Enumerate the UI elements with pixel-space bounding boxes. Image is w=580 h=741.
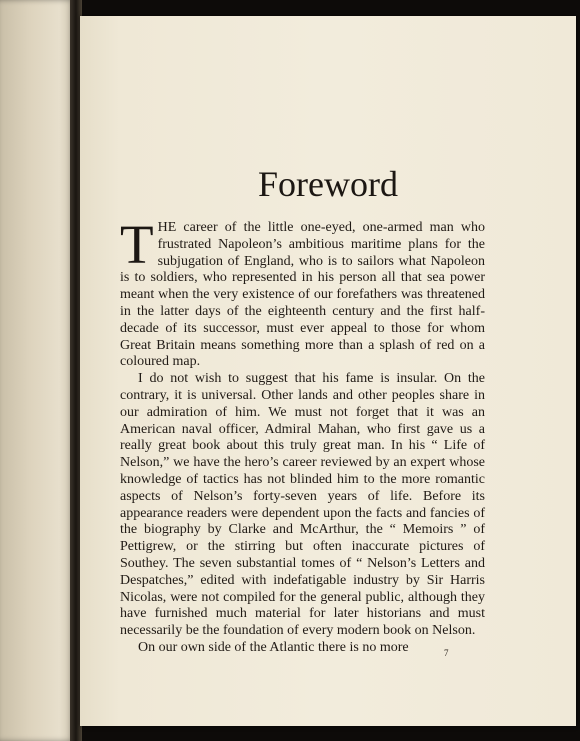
paragraph-1 <box>120 214 485 371</box>
book-page <box>80 16 576 726</box>
page-title: Foreword <box>258 164 398 204</box>
paragraph-2: I do not wish to suggest that his fame is insular. On the contrary, it is universal. Other lands and other peoples share in our admiration of him. We must not forget that it was an American naval officer, Admiral Mahan, who first gave us a really great book about this truly great man. In his “ Life of Nelson,” we have the hero’s career reviewed by an expert whose knowledge of tactics has not blinded him to the more romantic aspects of Nelson’s forty-seven years of life. Before its appearance readers were dependent upon the facts and fancies of the biography by Clarke and McArthur, the “ Memoirs ” of Pettigrew, or the stirring but often inaccurate pictures of Southey. The seven substantial tomes of “ Nelson’s Letters and Despatches,” edited with indefatigable industry by Sir Harris Nicolas, were not compiled for the general public, although they have furnished much material for later historians and must necessarily be the foundation of every modern book on Nelson. <box>120 371 485 639</box>
page-number: 7 <box>444 648 449 658</box>
drop-cap: T <box>120 214 154 275</box>
paragraph-1-text: HE career of the little one-eyed, one-armed man who frustrated Napoleon’s ambitious maritime plans for the subjugation of England, who is to sailors what Napoleon is to soldiers, who represented in his person all that sea power meant when the very existence of our forefathers was threatened in the latter days of the eighteenth century and the first half-decade of its successor, must ever appeal to those for whom Great Britain means something more than a splash of red on a coloured map. <box>120 220 485 370</box>
foreword-text <box>120 214 485 657</box>
facing-page-edge <box>0 0 74 741</box>
paragraph-3: On our own side of the Atlantic there is no more <box>138 639 409 655</box>
